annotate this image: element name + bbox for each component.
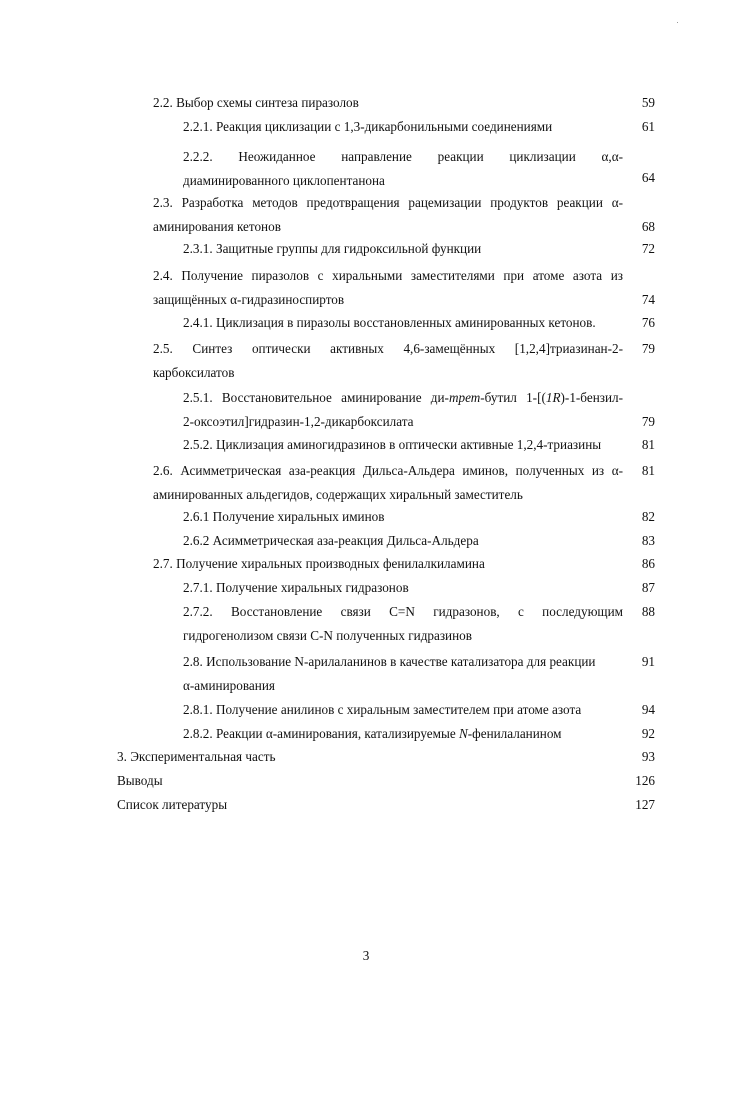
toc-entry-title-line: 2.8.1. Получение анилинов с хиральным заместителем при атоме азота	[183, 702, 582, 717]
toc-entry-2-5-2[interactable]	[183, 433, 623, 457]
toc-entry-2-7[interactable]	[153, 552, 623, 576]
toc-page-number: 61	[641, 119, 655, 134]
toc-entry-2-3[interactable]	[153, 191, 623, 239]
toc-entry-2-6[interactable]	[153, 459, 623, 507]
toc-entry-3[interactable]	[117, 745, 617, 769]
toc-entry-title-part: 2-оксоэтил]гидразин-1,2-дикарбоксилата	[183, 414, 414, 429]
toc-entry-title-line: 2.5. Синтез оптически активных 4,6-замещённых [1,2,4]триазинан-2-	[153, 341, 623, 356]
toc-page-number: 79	[641, 341, 655, 356]
toc-entry-title-part: 1R	[545, 390, 561, 405]
toc-entry-title-line: 2.8. Использование N-арилаланинов в качестве катализатора для реакции	[183, 654, 596, 669]
toc-page-number: 68	[641, 219, 655, 234]
toc-entry-title-line: 2.6. Асимметрическая аза-реакция Дильса-Альдера иминов, полученных из α-	[153, 463, 623, 478]
toc-entry-2-2-1[interactable]	[183, 115, 623, 139]
toc-entry-title-line: 2.5.2. Циклизация аминогидразинов в оптически активные 1,2,4-триазины	[183, 437, 602, 452]
toc-page-number: 88	[641, 604, 655, 619]
toc-entry-title-line: карбоксилатов	[153, 365, 235, 380]
toc-entry-title-line: 2.3.1. Защитные группы для гидроксильной функции	[183, 241, 482, 256]
toc-page-number: 94	[641, 702, 655, 717]
toc-entry-2-2-2[interactable]	[183, 145, 623, 193]
toc-page-number: 81	[641, 437, 655, 452]
toc-entry-2-7-1[interactable]	[183, 576, 623, 600]
toc-page-number: 91	[641, 654, 655, 669]
toc-entry-title-line: 2.7.2. Восстановление связи C=N гидразонов, с последующим	[183, 604, 623, 619]
toc-entry-title-line: 2.6.2 Асимметрическая аза-реакция Дильса-Альдера	[183, 533, 479, 548]
toc-entry-references[interactable]	[117, 793, 617, 817]
toc-entry-title-part: ди-	[430, 390, 449, 405]
toc-entry-title-line: 2.2.2. Неожиданное направление реакции циклизации α,α-	[183, 149, 623, 164]
toc-page-number: 92	[641, 726, 655, 741]
toc-entry-2-5-1[interactable]	[183, 386, 623, 434]
toc-page-number: 83	[641, 533, 655, 548]
toc-entry-title-line: 2.4. Получение пиразолов с хиральными заместителями при атоме азота из	[153, 268, 623, 283]
toc-entry-title-part: -фенилаланином	[467, 726, 562, 741]
toc-page-number: 82	[641, 509, 655, 524]
toc-page-number: 86	[641, 556, 655, 571]
toc-page-number: 81	[641, 463, 655, 478]
toc-page-number: 127	[635, 797, 655, 812]
toc-entry-title-part: 2.8.2. Реакции α-аминирования, катализируемые	[183, 726, 459, 741]
toc-entry-title-line	[183, 386, 623, 410]
toc-page-number: 93	[641, 749, 655, 764]
toc-entry-2-3-1[interactable]	[183, 237, 623, 261]
toc-entry-title-part: )-1-бензил-	[560, 390, 623, 405]
toc-entry-title-part: -бутил 1-[(	[480, 390, 546, 405]
toc-entry-title-line: Список литературы	[117, 797, 228, 812]
toc-entry-2-2[interactable]	[153, 91, 623, 115]
toc-entry-title-line: 2.4.1. Циклизация в пиразолы восстановленных аминированных кетонов.	[183, 315, 596, 330]
toc-page-number: 72	[641, 241, 655, 256]
toc-entry-conclusions[interactable]	[117, 769, 617, 793]
toc-entry-title-line: α-аминирования	[183, 678, 275, 693]
toc-page-number: 59	[641, 95, 655, 110]
toc-entry-title-line: 2.2.1. Реакция циклизации с 1,3-дикарбонильными соединениями	[183, 119, 553, 134]
toc-page-number: 76	[641, 315, 655, 330]
toc-page-number: 74	[641, 292, 655, 307]
toc-page-number: 79	[641, 414, 655, 429]
toc-entry-2-6-2[interactable]	[183, 529, 623, 553]
toc-entry-title-line: 2.3. Разработка методов предотвращения рацемизации продуктов реакции α-	[153, 195, 623, 210]
toc-entry-title-part: трет	[448, 390, 481, 405]
toc-page-number: 87	[641, 580, 655, 595]
scan-speck	[677, 22, 678, 23]
toc-entry-title-line	[183, 722, 623, 746]
toc-entry-title-line: 2.7. Получение хиральных производных фенилалкиламина	[153, 556, 485, 571]
toc-entry-2-6-1[interactable]	[183, 505, 623, 529]
toc-entry-title-line: защищённых α-гидразиноспиртов	[153, 292, 345, 307]
toc-entry-2-8-2[interactable]	[183, 722, 623, 746]
toc-entry-title-line: 2.2. Выбор схемы синтеза пиразолов	[153, 95, 359, 110]
toc-entry-title-line: 2.6.1 Получение хиральных иминов	[183, 509, 385, 524]
toc-entry-title-line: аминирования кетонов	[153, 219, 281, 234]
toc-entry-2-8[interactable]	[183, 650, 623, 698]
toc-page-number: 126	[635, 773, 655, 788]
toc-entry-title-line: диаминированного циклопентанона	[183, 173, 385, 188]
toc-entry-2-8-1[interactable]	[183, 698, 623, 722]
toc-page-number: 64	[641, 170, 655, 185]
toc-entry-title-line: 2.7.1. Получение хиральных гидразонов	[183, 580, 409, 595]
toc-entry-2-5[interactable]	[153, 337, 623, 385]
toc-entry-2-4[interactable]	[153, 264, 623, 312]
toc-entry-title-line: гидрогенолизом связи C-N полученных гидразинов	[183, 628, 472, 643]
toc-entry-2-4-1[interactable]	[183, 311, 623, 335]
toc-entry-title-line	[183, 410, 623, 434]
toc-entry-title-line: аминированных альдегидов, содержащих хиральный заместитель	[153, 487, 523, 502]
toc-entry-2-7-2[interactable]	[183, 600, 623, 648]
toc-entry-title-line: Выводы	[117, 773, 163, 788]
toc-entry-title-line: 3. Экспериментальная часть	[117, 749, 276, 764]
toc-entry-title-part: 2.5.1. Восстановительное аминирование	[183, 390, 431, 405]
toc-entry-title-part: N	[458, 726, 468, 741]
page-number: 3	[362, 948, 370, 963]
